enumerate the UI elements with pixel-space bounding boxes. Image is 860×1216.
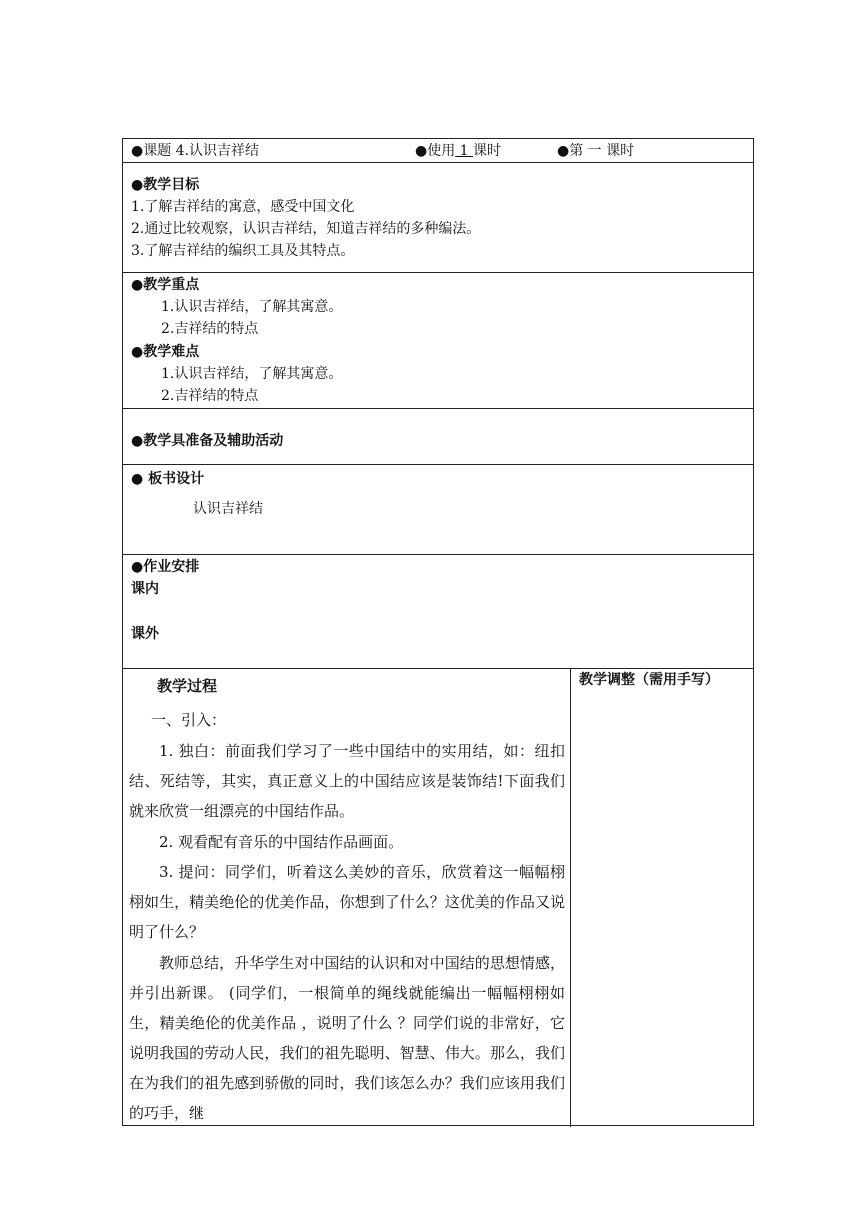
difficulty-item: 1.认识吉祥结，了解其寓意。 bbox=[161, 366, 343, 382]
objective-item: 1.了解吉祥结的寓意，感受中国文化 bbox=[131, 199, 355, 215]
objectives-title: ●教学目标 bbox=[131, 177, 200, 193]
key-point-item: 1.认识吉祥结，了解其寓意。 bbox=[161, 299, 343, 315]
use-count: 1 bbox=[455, 143, 474, 159]
objectives-section bbox=[123, 163, 753, 273]
teaching-process-column bbox=[123, 669, 571, 1127]
preparation-title: ●教学具准备及辅助活动 bbox=[131, 433, 284, 449]
use-hours bbox=[415, 140, 501, 162]
adjustment-column bbox=[571, 669, 755, 1127]
process-paragraph: 2. 观看配有音乐的中国结作品画面。 bbox=[159, 833, 404, 851]
process-title: 教学过程 bbox=[157, 677, 218, 695]
adjustment-title: 教学调整（需用手写） bbox=[579, 672, 719, 688]
homework-section bbox=[123, 555, 753, 669]
key-points-section bbox=[123, 273, 753, 409]
topic-label: ●课题 4.认识吉祥结 bbox=[131, 143, 260, 159]
key-point-item: 2.吉祥结的特点 bbox=[161, 321, 259, 337]
difficulty-item: 2.吉祥结的特点 bbox=[161, 388, 259, 404]
process-paragraph: 1. 独白：前面我们学习了一些中国结中的实用结，如：纽扣结、死结等，其实，真正意义上的中国结应该是装饰结!下面我们就来欣赏一组漂亮的中国结作品。 bbox=[129, 742, 565, 820]
homework-title: ●作业安排 bbox=[131, 559, 200, 575]
use-prefix: ●使用 bbox=[415, 143, 456, 159]
process-paragraph: 3. 提问：同学们，听着这么美妙的音乐，欣赏着这一幅幅栩栩如生，精美绝伦的优美作品，你想到了什么？这优美的作品又说明了什么？ bbox=[129, 863, 565, 941]
process-paragraph: 教师总结，升华学生对中国结的认识和对中国结的思想情感，并引出新课。 (同学们，一根简单的绳线就能编出一幅幅栩栩如生，精美绝伦的优美作品 ，说明了什么 ？同学们说的非常好，它说明我国的劳动人民，我们的祖先聪明、智慧、伟大。那么，我们在为我们的祖先感到骄傲的同时，我们该怎么办？我们应该用我们的巧手，继 bbox=[129, 954, 565, 1122]
key-points-title: ●教学重点 bbox=[131, 277, 200, 293]
board-design-content: 认识吉祥结 bbox=[193, 501, 263, 517]
use-suffix: 课时 bbox=[473, 143, 502, 159]
board-design-section bbox=[123, 465, 753, 555]
session-label: ●第 一 课时 bbox=[557, 143, 635, 159]
homework-in-class: 课内 bbox=[131, 581, 159, 597]
header-row bbox=[123, 139, 753, 163]
homework-after-class: 课外 bbox=[131, 626, 159, 642]
difficulties-title: ●教学难点 bbox=[131, 344, 200, 360]
objective-item: 3.了解吉祥结的编织工具及其特点。 bbox=[131, 243, 355, 259]
process-section-heading: 一、引入： bbox=[151, 711, 227, 729]
lesson-plan-table bbox=[122, 138, 754, 1126]
objective-item: 2.通过比较观察，认识吉祥结，知道吉祥结的多种编法。 bbox=[131, 221, 481, 237]
board-design-title: ● 板书设计 bbox=[131, 471, 205, 487]
preparation-section bbox=[123, 409, 753, 465]
